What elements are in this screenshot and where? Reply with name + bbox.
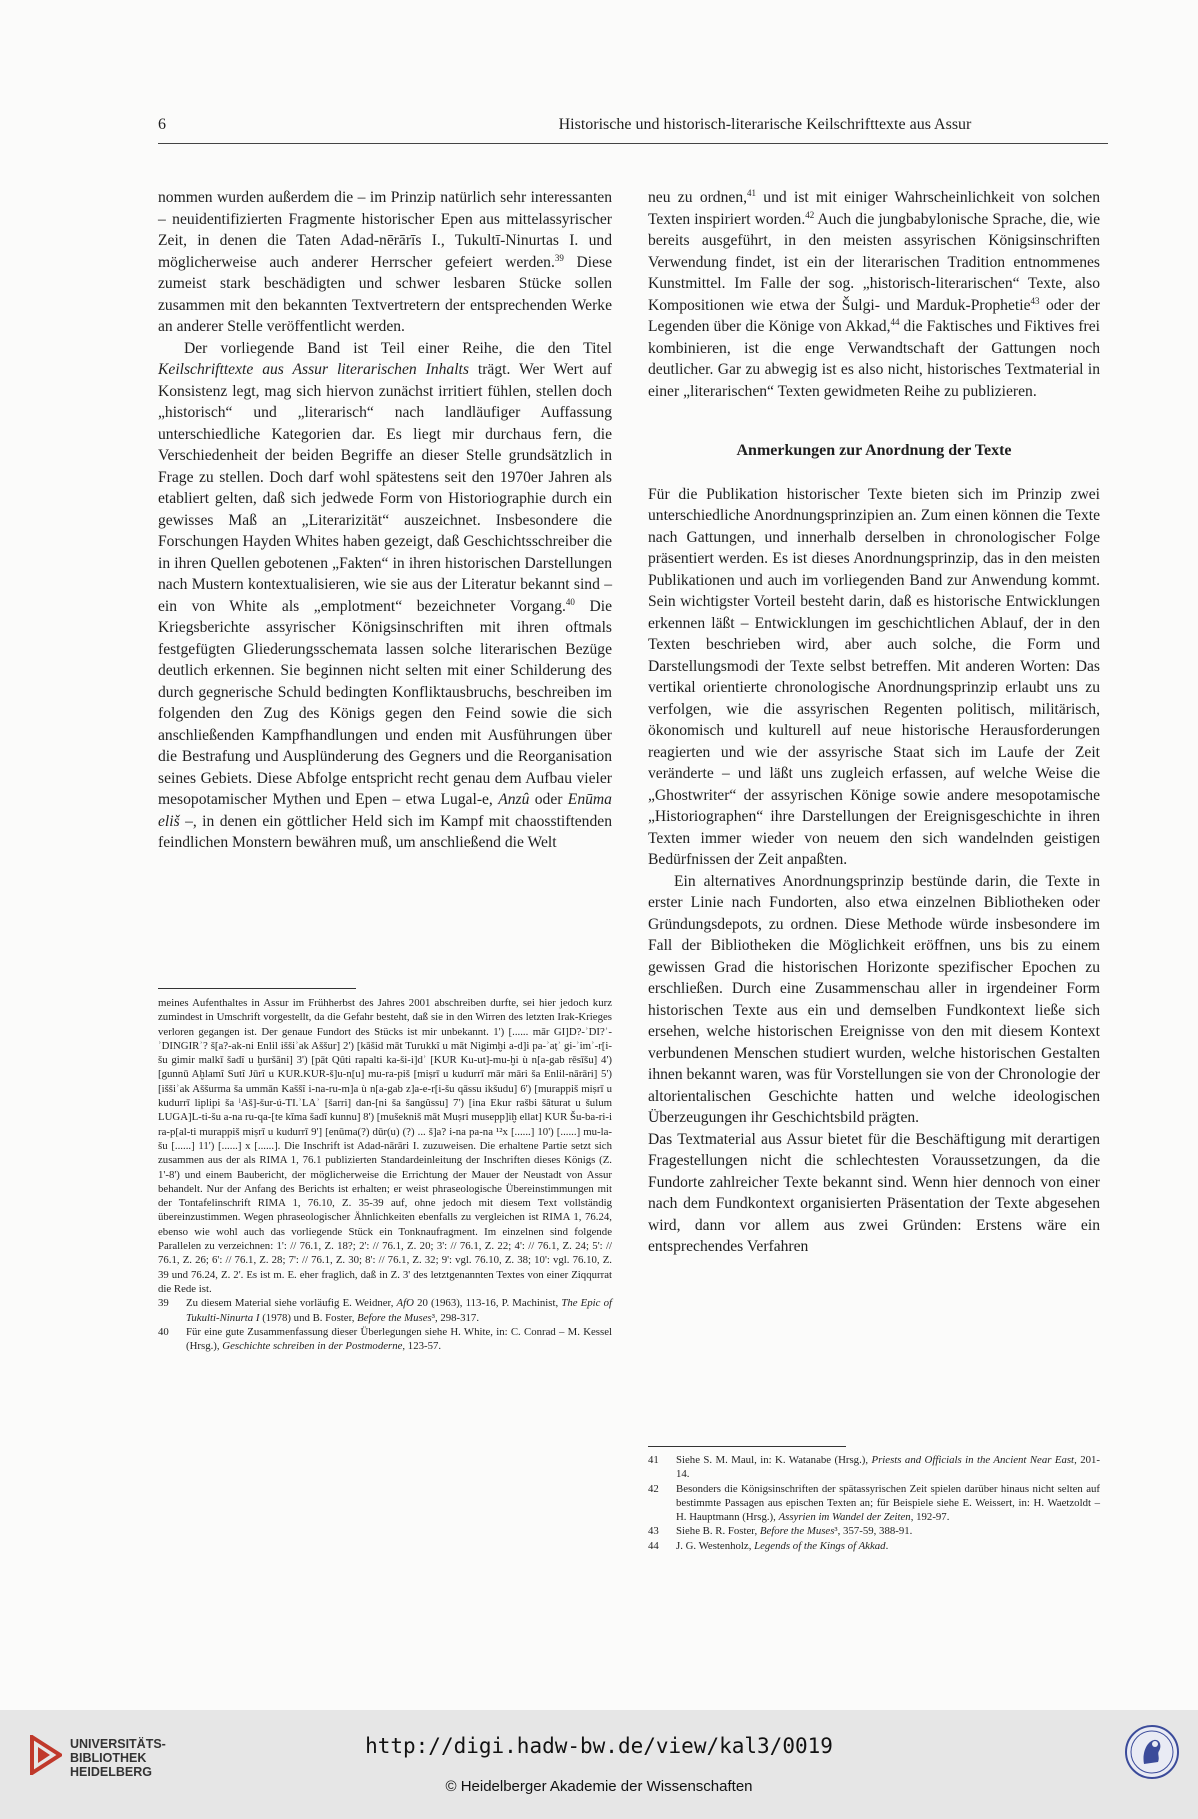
header-rule (158, 143, 1108, 144)
left-column (158, 187, 612, 854)
footnote-43: 43 Siehe B. R. Foster, Before the Muses³, 357-59, 388-91. (648, 1525, 913, 1538)
footnote-ref[interactable]: 44 (890, 317, 900, 327)
right-column (648, 187, 1100, 1258)
work-title: Anzû (498, 791, 530, 808)
footnote-44: 44 J. G. Westenholz, Legends of the Kings of Akkad. (648, 1539, 889, 1552)
text: trägt. Wer Wert auf Konsistenz legt, mag sich hiervon zunächst irritiert fühlen, stellen doch „historisch“ und „literarisch“ nach landläufiger Auffassung unterschiedliche Kategorien dar. Es liegt mir durchaus fern, die Verschiedenheit der beiden Begriffe an dieser Stelle grundsätzlich in Frage zu stellen. Doch darf wohl spätestens seit den 1970er Jahren als etabliert gelten, daß sich jedwede Form von Historiographie durch ein gewisses Maß an „Literarizität“ auszeichnet. Insbesondere die Forschungen Hayden Whites haben gezeigt, daß Geschichtsschreiber die in ihren Quellen gebotenen „Fakten“ in ihren historischen Darstellungen nach Mustern kontextualisieren, wie sie aus der Literatur bekannt sind – ein von White als „emplotment“ bezeichneter Vorgang. (158, 361, 612, 615)
text: Der vorliegende Band ist Teil einer Reihe, die den Titel (184, 339, 612, 357)
footnote-39: 39 Zu diesem Material siehe vorläufig E. Weidner, AfO 20 (1963), 113-16, P. Machinist, The Epic of Tukulti-Ninurta I (1978) und B. Foster, Before the Muses³, 298-317. (158, 1297, 612, 1324)
paragraph: neu zu ordnen,$^{41}$ und ist mit einiger Wahrscheinlichkeit von solchen Texten inspiriert worden.$^{42}$ Auch die jungbabylonische Sprache, die, wie bereits ausgeführt, in den meisten assyrischen Königsinschriften Verwendung findet, ist ein der literarischen Tradition entnommenes Kunstmittel. Im Falle der sog. „historisch-literarischen“ Texte, also Kompositionen wie etwa der Šulgi- und Marduk-Prophetie$^{43}$ oder der Legenden über die Könige von Akkad,$^{44}$ die Faktisches und Fiktives frei kombinieren, ist die enge Verwandtschaft der Gattungen noch deutlicher. Gar zu abwegig ist es also nicht, historisches Textmaterial in einer „literarischen“ Texten gewidmeten Reihe zu publizieren. (648, 188, 1101, 400)
paragraph: Für die Publikation historischer Texte bieten sich im Prinzip zwei unterschiedliche Anordnungsprinzipien an. Zum einen können die Texte nach Gattungen, und innerhalb derselben in chronologischer Folge präsentiert werden. Es ist dieses Anordnungsprinzip, das in den meisten Publikationen und auch im vorliegenden Band zur Anwendung kommt. Sein wichtigster Vorteil besteht darin, daß es historische Entwicklungen erkennen läßt – Entwicklungen im geschichtlichen Ablauf, der in den Texten beschrieben wird, aber auch solche, die Form und Darstellungsmodi der Texte selbst betreffen. Mit anderen Worten: Das vertikal orientierte chronologische Anordnungsprinzip erlaubt uns zu verfolgen, wie die assyrischen Regenten politisch, militärisch, ökonomisch und kulturell auf neue historische Herausforderungen reagierten und wie der assyrische Staat sich im Laufe der Zeit veränderte – und läßt uns zugleich erfassen, auf welche Weise die „Ghostwriter“ der assyrischen Könige sowie andere mesopotamische „Historiographen“ ihre Darstellungen der Ereignisgeschichte in ihren Texten immer wieder von neuem den sich wandelnden geistigen Bedürfnissen der Zeit anpaßten. (648, 485, 1100, 868)
footnote-rule (648, 1446, 846, 1447)
text: oder (529, 791, 568, 808)
viewer-footer (0, 1710, 1198, 1819)
text: –, in denen ein göttlicher Held sich im Kampf mit chaosstiftenden feindlichen Monstern bewähren muß, um anschließend die Welt (158, 812, 612, 851)
footnotes-left (158, 996, 612, 1353)
paragraph: Das Textmaterial aus Assur bietet für die Beschäftigung mit derartigen Fragestellungen nicht die schlechtesten Voraussetzungen, da die Fundorte zahlreicher Texte bekannt sind. Wenn hier dennoch von einer nach dem Fundkontext organisierten Präsentation der Texte abgesehen wird, dann vor allem aus zwei Gründen: Erstens wäre ein entsprechendes Verfahren (648, 1130, 1100, 1255)
section-heading: Anmerkungen zur Anordnung der Texte (736, 442, 1012, 459)
footnote-number: 39 (158, 1297, 169, 1310)
text: nommen wurden außerdem die – im Prinzip natürlich sehr interessanten – neuidentifizierten Fragmente historischer Epen aus mittelassyrischer Zeit, in denen die Taten Adad-nērārīs I., Tukultī-Ninurtas I. und möglicherweise auch anderer Herrscher gefeiert werden. (158, 189, 612, 271)
footnote-ref[interactable]: 40 (565, 596, 575, 607)
footnote-rule (158, 988, 356, 989)
footnote-42: 42 Besonders die Königsinschriften der spätassyrischen Zeit spielen darüber hinaus nicht selten auf bestimmte Passagen aus epischen Texten an; für Beispiele siehe E. Weissert, in: H. Waetzoldt – H. Hauptmann (Hrsg.), Assyrien im Wandel der Zeiten, 192-97. (648, 1482, 1100, 1524)
footnote-41: 41 Siehe S. M. Maul, in: K. Watanabe (Hrsg.), Priests and Officials in the Ancient Near East, 201-14. (648, 1454, 1100, 1481)
library-logo-text[interactable]: UNIVERSITÄTS- BIBLIOTHEK HEIDELBERG (70, 1737, 166, 1779)
footnotes-right (648, 1453, 1100, 1553)
paragraph (158, 187, 612, 338)
footnote-continuation: meines Aufenthaltes in Assur im Frühherbst des Jahres 2001 abschreiben durfte, sei hier jedoch kurz zumindest in Umschrift vorgestellt, da die Gefahr besteht, daß sie in den Wirren des letzten Irak-Krieges verloren gegangen ist. Der genaue Fundort des Stücks ist mir unbekannt. 1') [...... mār GI]D?-ʾDI?ʾ-ʾDINGIRʾ? š[a?-ak-ni Enlil iššiʾak Aššur] 2') [kāšid māt Turukkî u māt Nigimḫi a-d]i pa-ʾaṭʾ gi-ʾimʾ-r[i-šu gimir malkī šadî u ḫuršāni] 3') [pāt Qûti rapalti ka-ši-i]dʾ [KUR Ku-ut]-mu-ḫi ù n[a-gab rēsīšu] 4') [gunnū Aḫlamî Sutî Jūrî u KUR.KUR-š]u-n[u] mu-ra-piš [miṣrī u kudurrī mār māri ša Enlil-nārāri] 5') [iššiʾak Aššurma ša ummān Kaššî i-na-ru-m]a ù n[a-gab z]a-e-r[i-šu qāssu ikšudu] 6') [murappiš miṣrī u kudurrī liplipi ša ˡAš]-šur-ú-TI.ʾLAʾ [šarri] dan-[ni ša šangûssu] 7') [ina Ekur rašbi šâturat u šulum LUGA]L-ti-šu a-na ru-qa-[te kīma šadî kunnu] 8') [mušekniš māt Muṣri musepp]iḫ ellat] KUR Šu-ba-ri-i ra-p[al-ti murappiš miṣrī u kudurrī 9'] [enūma(?) dūr(u) (?) ... š]a? i-na pa-na ¹²x [......] 10') [......] mu-la-šu [......] 11') [......] x [......]. Die Inschrift ist Adad-nārāri I. zuzuweisen. Die erhaltene Partie setzt sich zusammen aus der als RIMA 1, 76.1 publizierten Standardeinleitung der Inschriften dieses Königs (Z. 1'-8') und einem Baubericht, der möglicherweise die Errichtung der Mauer der Neustadt von Assur behandelt. Nur der Anfang des Berichts ist erhalten; er weist phraseologische Übereinstimmungen mit der Tontafelinschrift RIMA 1, 76.10, Z. 35-39 auf, ohne jedoch mit diesem Text vollständig übereinzustimmen. Wegen phraseologischer Ähnlichkeiten ebenfalls zu vergleichen ist RIMA 1, 76.24, ebenso wie wohl auch das vorliegende Stück ein Tonknaufragment. Im einzelnen sind folgende Parallelen zu verzeichnen: 1': // 76.1, Z. 18?; 2': // 76.1, Z. 20; 3': // 76.1, Z. 22; 4': // 76.1, Z. 24; 5': // 76.1, Z. 26; 6': // 76.1, Z. 28; 7': // 76.1, Z. 30; 8': // 76.1, Z. 32; 9': vgl. 76.10, Z. 38; 10': vgl. 76.10, Z. 39 und 76.24, Z. 2'. Es ist m. E. eher fraglich, daß in Z. 3' des letztgenannten Textes von einer Ziqqurrat die Rede ist. (158, 997, 612, 1295)
academy-seal-icon[interactable] (1124, 1724, 1180, 1780)
footnote-ref[interactable]: 41 (747, 188, 757, 198)
footnote-40: 40 Für eine gute Zusammenfassung dieser Überlegungen siehe H. White, in: C. Conrad – M. Kessel (Hrsg.), Geschichte schreiben in der Postmoderne, 123-57. (158, 1325, 612, 1353)
running-title: Historische und historisch-literarische Keilschrifttexte aus Assur (558, 116, 972, 133)
copyright-notice: © Heidelberger Akademie der Wissenschaften (445, 1778, 753, 1795)
footnote-ref[interactable]: 42 (805, 209, 815, 220)
text: Diese zumeist stark beschädigten und schwer lesbaren Stücke sollen zusammen mit den bekannten Textvertretern der entsprechenden Werke an anderer Stelle veröffentlicht werden. (158, 253, 612, 335)
footnote-ref[interactable]: 39 (554, 252, 564, 263)
work-title: Enūma eliš (158, 791, 612, 830)
text: Die Kriegsberichte assyrischer Königsinschriften mit ihren oftmals festgefügten Gliederungsschemata lassen solche literarischen Bezüge deutlich erkennen. Sie beginnen nicht selten mit einer Schilderung des durch gegnerische Schuld bedingten Konfliktausbruchs, beschreiben im folgenden den Zug des Königs gegen den Feind sowie die sich anschließenden Kampfhandlungen und enden mit Ausführungen über die Bestrafung und Ausplünderung des Gegners und die Reorganisation seines Gebiets. Diese Abfolge entspricht recht genau dem Aufbau vieler mesopotamischer Mythen und Epen – etwa Lugal-e, (158, 597, 612, 808)
footnote-number: 40 (158, 1325, 169, 1338)
footnote-ref[interactable]: 43 (1030, 295, 1040, 306)
permalink[interactable]: http://digi.hadw-bw.de/view/kal3/0019 (365, 1734, 833, 1758)
paragraph (158, 338, 612, 854)
series-title: Keilschrifttexte aus Assur literarischen Inhalts (158, 361, 469, 378)
paragraph: Ein alternatives Anordnungsprinzip bestünde darin, die Texte in erster Linie nach Fundorten, also etwa einzelnen Bibliotheken oder Gründungsdepots, zu ordnen. Diese Methode würde insbesondere im Fall der Bibliotheken die Möglichkeit eröffnen, uns bis zu einem gewissen Grad die historischen Horizonte spezifischer Epochen zu erschließen. Durch eine Zusammenschau aller in irgendeiner Form historischen Texte aus ein und demselben Fundkontext ließe sich ersehen, welche historischen Ereignisse von den mit diesem Kontext verbundenen Menschen studiert wurden, welche historischen Gestalten ihnen bekannt waren, was für Vorstellungen sie von der Chronologie der altorientalischen Geschichte hatten und welche ideologischen Überzeugungen ihr Geschichtsbild prägten. (648, 872, 1100, 1126)
page-number: 6 (158, 116, 166, 133)
